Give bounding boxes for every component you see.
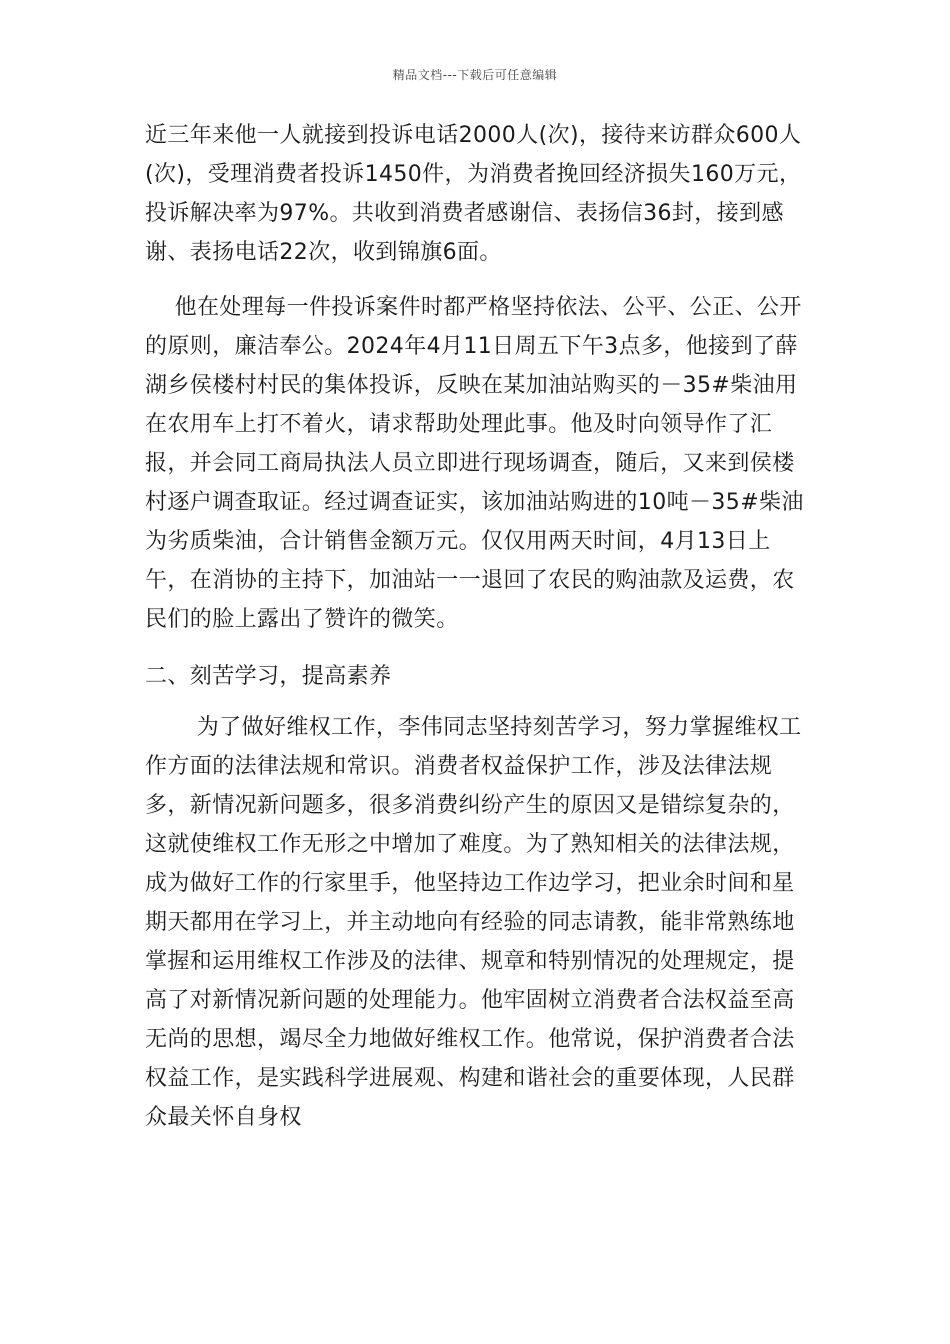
paragraph-diesel-case: 他在处理每一件投诉案件时都严格坚持依法、公平、公正、公开的原则，廉洁奉公。2024年4月11日周五下午3点多，他接到了薛湖乡侯楼村村民的集体投诉，反映在某加油站购买的－35#柴油用在农用车上打不着火，请求帮助处理此事。他及时向领导作了汇报，并会同工商局执法人员立即进行现场调查，随后，又来到侯楼村逐户调查取证。经过调查证实，该加油站购进的10吨－35#柴油为劣质柴油，合计销售金额万元。仅仅用两天时间，4月13日上午，在消协的主持下，加油站一一退回了农民的购油款及运费，农民们的脸上露出了赞许的微笑。 [145, 295, 804, 632]
paragraph-complaint-statistics: 近三年来他一人就接到投诉电话2000人(次)，接待来访群众600人(次)，受理消费者投诉1450件，为消费者挽回经济损失160万元，投诉解决率为97%。共收到消费者感谢信、表扬信36封，接到感谢、表扬电话22次，收到锦旗6面。 [145, 123, 802, 265]
section-heading-study: 二、刻苦学习，提高素养 [145, 664, 392, 689]
document-body [145, 116, 805, 1137]
page-header: 精品文档---下载后可任意编辑 [392, 68, 558, 82]
paragraph-study: 为了做好维权工作，李伟同志坚持刻苦学习，努力掌握维权工作方面的法律法规和常识。消费者权益保护工作，涉及法律法规多，新情况新问题多，很多消费纠纷产生的原因又是错综复杂的，这就使维权工作无形之中增加了难度。为了熟知相关的法律法规，成为做好工作的行家里手，他坚持边工作边学习，把业余时间和星期天都用在学习上，并主动地向有经验的同志请教，能非常熟练地掌握和运用维权工作涉及的法律、规章和特别情况的处理规定，提高了对新情况新问题的处理能力。他牢固树立消费者合法权益至高无尚的思想，竭尽全力地做好维权工作。他常说，保护消费者合法权益工作，是实践科学进展观、构建和谐社会的重要体现，人民群众最关怀自身权 [145, 715, 802, 1130]
